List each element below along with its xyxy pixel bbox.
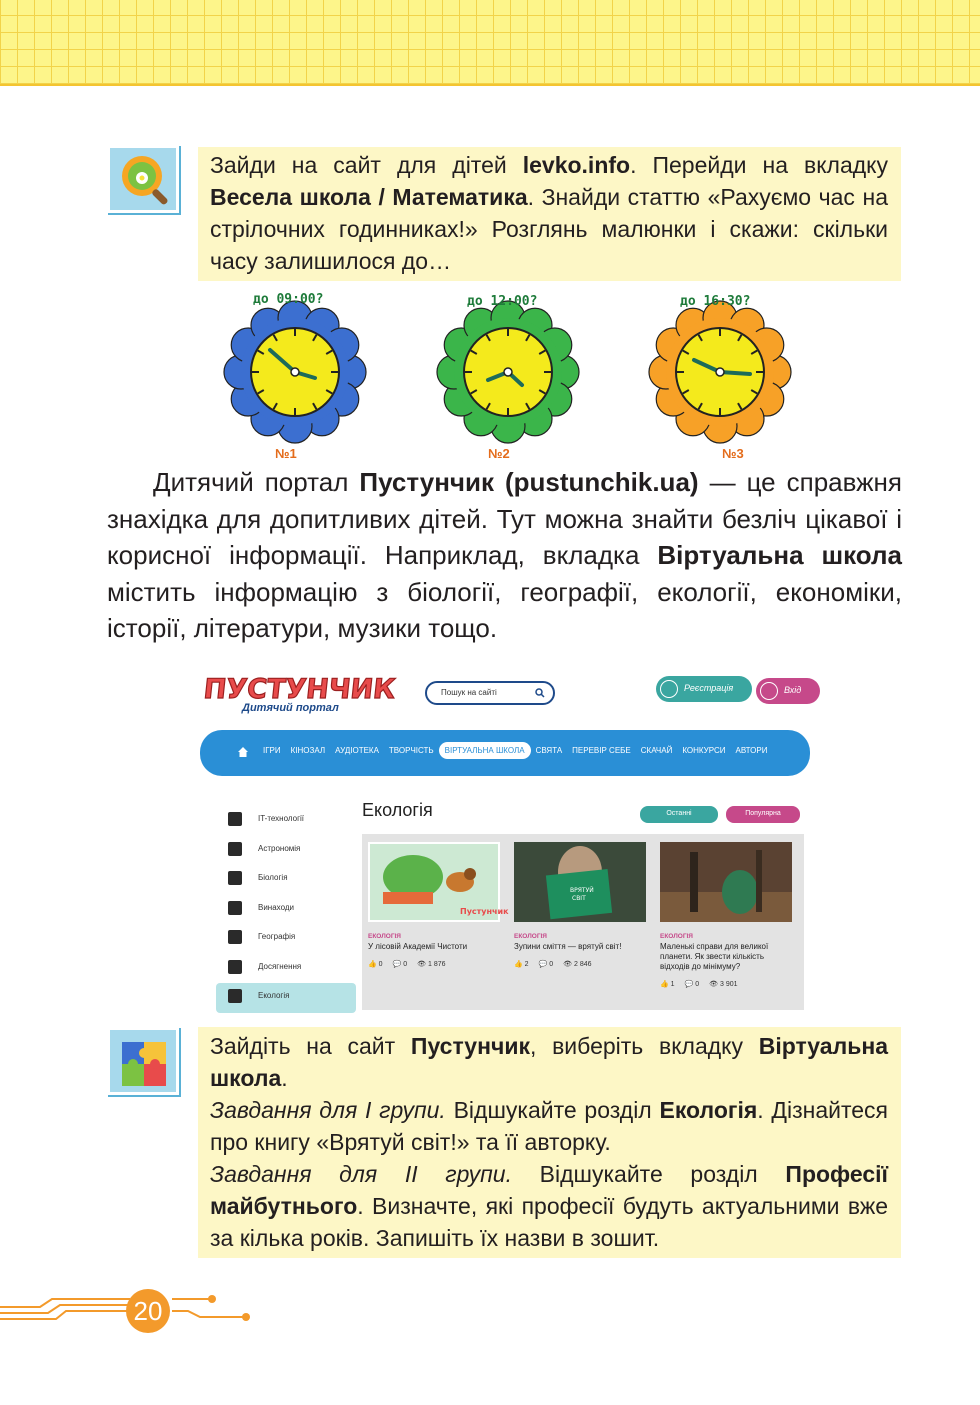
search-placeholder: Пошук на сайті	[441, 688, 497, 697]
task2-group2	[210, 1158, 888, 1254]
sidebar-item[interactable]	[216, 954, 356, 984]
task2-box	[198, 1027, 901, 1258]
likes-value: 1	[670, 981, 675, 988]
nav-items	[258, 746, 773, 759]
category-icon	[228, 842, 242, 856]
task1-segment: . Знайди статтю «Рахуємо час на стрілочних годинниках!» Розглянь малюнки і скажи: скільки часу залишилося до…	[210, 184, 888, 274]
clock-hub	[716, 368, 724, 376]
task2-group1-segment: Завдання для І групи.	[210, 1097, 446, 1123]
nav-item[interactable]: СВЯТА	[535, 746, 563, 755]
puzzle-task-icon	[108, 1028, 184, 1098]
clock1-question: до 09:00?	[253, 292, 324, 307]
svg-text:Пустунчик: Пустунчик	[460, 907, 509, 916]
likes-value: 0	[378, 961, 383, 968]
main-nav	[200, 730, 810, 776]
nav-item[interactable]: ТВОРЧІСТЬ	[388, 746, 434, 755]
task2-intro-segment: Віртуальна школа	[210, 1033, 889, 1091]
nav-item[interactable]: КІНОЗАЛ	[290, 746, 326, 755]
views-count: 👁 2 846	[563, 961, 592, 968]
card-stats	[514, 960, 646, 968]
article-card[interactable]	[660, 842, 792, 988]
flower-clock	[224, 301, 366, 443]
comments-count: 💬 0	[392, 961, 408, 968]
card-title[interactable]: У лісовій Академії Чистоти	[368, 942, 468, 951]
task2-intro-segment: Пустунчик	[410, 1033, 530, 1059]
likes-count: 👍 2	[514, 961, 529, 968]
article-image	[660, 842, 792, 922]
article-cards	[362, 834, 804, 1010]
views-value: 2 846	[574, 961, 592, 968]
task2-intro	[210, 1030, 888, 1094]
main-segment: Віртуальна школа	[657, 540, 902, 570]
register-label: Реєстрація	[684, 683, 734, 693]
tab-popular[interactable]: Популярна	[726, 806, 800, 823]
sidebar-item-label: Досягнення	[258, 961, 302, 971]
svg-text:СВІТ: СВІТ	[572, 895, 586, 902]
clock3-question: до 16:30?	[680, 294, 751, 309]
article-image	[514, 842, 646, 922]
task1-box	[198, 147, 901, 281]
clocks-svg	[225, 290, 795, 465]
views-value: 3 901	[720, 981, 738, 988]
sidebar-item-label: Біологія	[258, 873, 288, 882]
main-segment: Дитячий портал	[153, 467, 360, 497]
comments-value: 0	[403, 961, 408, 968]
comments-value: 0	[549, 961, 554, 968]
card-category: ЕКОЛОГІЯ	[514, 933, 547, 940]
sidebar-item-label: Географія	[258, 932, 296, 941]
sidebar-item-label: Астрономія	[258, 843, 301, 853]
sidebar-item[interactable]	[216, 895, 356, 925]
category-icon	[228, 812, 242, 826]
card-category: ЕКОЛОГІЯ	[660, 933, 693, 940]
pencil-icon	[660, 680, 678, 698]
clock3-number: №3	[722, 446, 744, 461]
main-segment: Пустунчик (pustunchik.ua)	[359, 467, 699, 497]
task2-group2-segment: Професії майбутнього	[210, 1161, 888, 1219]
card-category: ЕКОЛОГІЯ	[368, 933, 401, 940]
comments-count: 💬 0	[684, 981, 700, 988]
sidebar-item[interactable]	[216, 806, 356, 836]
clock-hub	[504, 368, 512, 376]
tab-latest[interactable]: Останні	[640, 806, 718, 823]
card-title[interactable]: Зупини сміття — врятуй світ!	[514, 942, 622, 951]
category-icon	[228, 871, 242, 885]
register-button[interactable]	[656, 676, 752, 702]
article-card[interactable]	[514, 842, 646, 968]
article-card[interactable]	[368, 842, 509, 968]
task1-text	[210, 149, 888, 277]
card-title[interactable]: Маленькі справи для великої планети. Як звести кількість відходів до мінімуму?	[660, 942, 769, 971]
card-stats	[368, 960, 500, 968]
svg-text:ВРЯТУЙ: ВРЯТУЙ	[570, 887, 594, 894]
task2-group2-segment: Відшукайте розділ	[511, 1161, 786, 1187]
clock2-question: до 12:00?	[467, 294, 538, 309]
main-segment: — це справжня знахідка для допитливих дітей. Тут можна знайти безліч цікавої і корисної інформації. Наприклад, вкладка	[107, 467, 902, 570]
comments-count: 💬 0	[538, 961, 554, 968]
task2-group1-segment: Екологія	[659, 1097, 758, 1123]
home-icon[interactable]	[238, 747, 248, 757]
nav-item[interactable]: КОНКУРСИ	[682, 746, 726, 755]
main-segment: містить інформацію з біології, географії, екології, економіки, історії, літератури, музики тощо.	[107, 576, 902, 643]
website-screenshot	[200, 664, 810, 1012]
views-value: 1 876	[428, 961, 446, 968]
sidebar-item-label: Екологія	[258, 991, 290, 1000]
category-icon	[228, 901, 242, 915]
task1-segment: levko.info	[522, 152, 631, 178]
clock2-number: №2	[488, 446, 510, 461]
pustunchik-logo	[202, 668, 397, 706]
task2-group2-segment: Завдання для ІІ групи.	[210, 1161, 512, 1187]
search-task-icon	[108, 146, 184, 216]
svg-text:ПУСТУНЧИК: ПУСТУНЧИК	[202, 674, 397, 705]
clocks-illustration	[225, 290, 795, 465]
category-icon	[228, 930, 242, 944]
section-title: Екологія	[362, 800, 433, 820]
clock-hub	[291, 368, 299, 376]
sidebar-item[interactable]	[216, 865, 356, 895]
sidebar-item[interactable]	[216, 924, 356, 954]
sidebar-item-label: IT-технології	[258, 814, 304, 823]
task2-group1-segment: Відшукайте розділ	[445, 1097, 660, 1123]
nav-item[interactable]: АУДІОТЕКА	[335, 746, 379, 755]
main-paragraph-text	[107, 467, 902, 643]
sidebar-item-label: Винаходи	[258, 902, 294, 912]
category-icon	[228, 989, 242, 1003]
task2-group2-segment: . Визначте, які професії будуть актуальними вже за кілька років. Запишіть їх назви в зошит.	[210, 1193, 888, 1251]
task1-segment: Весела школа / Математика	[210, 184, 528, 210]
views-count: 👁 1 876	[417, 961, 446, 968]
card-stats	[660, 980, 792, 988]
task2-intro-segment: .	[281, 1065, 288, 1091]
category-icon	[228, 960, 242, 974]
views-count: 👁 3 901	[709, 981, 738, 988]
main-paragraph	[107, 464, 902, 647]
page-number: 20	[126, 1289, 170, 1333]
top-grid-banner	[0, 0, 980, 86]
flower-clock	[649, 301, 791, 443]
login-button[interactable]	[756, 678, 820, 704]
task2-intro-segment: Зайдіть на сайт	[210, 1033, 411, 1059]
nav-item[interactable]: СКАЧАЙ	[640, 746, 673, 755]
comments-value: 0	[695, 981, 700, 988]
clock1-number: №1	[275, 446, 297, 461]
nav-item[interactable]: ПЕРЕВІР СЕБЕ	[572, 746, 631, 755]
likes-count: 👍 1	[660, 981, 675, 988]
article-image	[368, 842, 509, 922]
sidebar	[216, 806, 356, 1013]
nav-item[interactable]: ІГРИ	[263, 746, 281, 755]
search-input[interactable]	[425, 681, 555, 705]
search-icon[interactable]	[535, 688, 545, 698]
user-icon	[760, 682, 778, 700]
task2-intro-segment: , виберіть вкладку	[529, 1033, 759, 1059]
login-label: Вхід	[784, 685, 802, 695]
likes-value: 2	[524, 961, 529, 968]
nav-item[interactable]: АВТОРИ	[735, 746, 768, 755]
logo-subtitle: Дитячий портал	[242, 702, 339, 714]
task2-group1-segment: . Дізнайтеся про книгу «Врятуй світ!» та її авторку.	[210, 1097, 888, 1155]
flower-clock	[437, 301, 579, 443]
task2-group1	[210, 1094, 888, 1158]
nav-item[interactable]: ВІРТУАЛЬНА ШКОЛА	[439, 742, 531, 759]
sidebar-item[interactable]	[216, 836, 356, 866]
likes-count: 👍 0	[368, 961, 383, 968]
sidebar-item[interactable]	[216, 983, 356, 1013]
task1-segment: . Перейди на вкладку	[630, 152, 888, 178]
task1-segment: Зайди на сайт для дітей	[210, 152, 523, 178]
